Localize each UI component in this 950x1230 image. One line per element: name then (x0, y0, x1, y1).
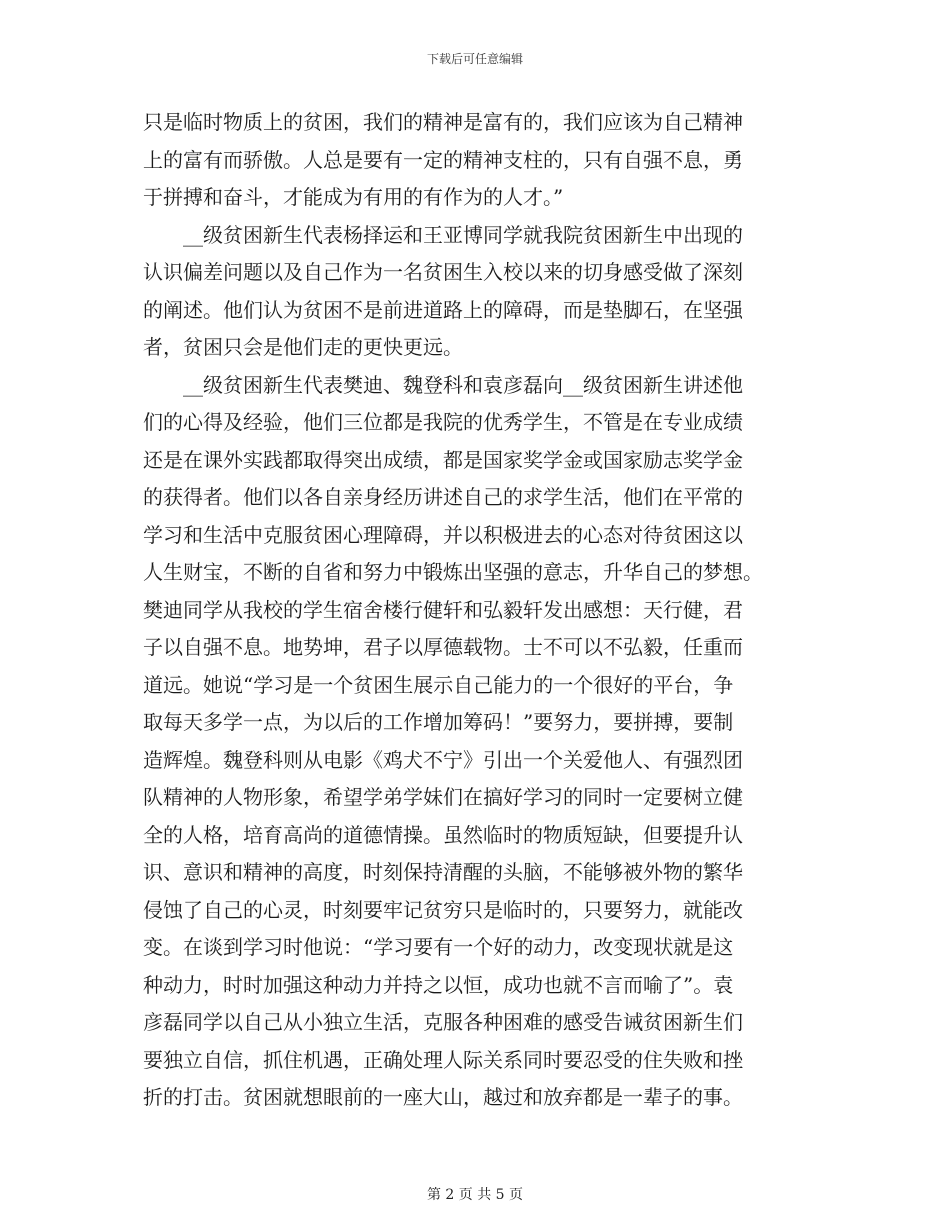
text-line: 的阐述。他们认为贫困不是前进道路上的障碍，而是垫脚石，在坚强 (143, 297, 743, 322)
text-line: 于拼搏和奋斗，才能成为有用的有作为的人才。” (143, 185, 564, 209)
text-line: 队精神的人物形象，希望学弟学妹们在搞好学习的同时一定要树立健 (143, 785, 743, 809)
text-line: __级贫困新生代表樊迪、魏登科和袁彦磊向__级贫困新生讲述他 (143, 372, 743, 397)
text-line: 们的心得及经验，他们三位都是我院的优秀学生，不管是在专业成绩 (143, 410, 743, 434)
text-line: 子以自强不息。地势坤，君子以厚德载物。士不可以不弘毅，任重而 (143, 635, 743, 659)
text-line: 要独立自信，抓住机遇，正确处理人际关系同时要忍受的住失败和挫 (143, 1047, 743, 1072)
text-line: 识、意识和精神的高度，时刻保持清醒的头脑，不能够被外物的繁华 (143, 860, 743, 884)
text-line: 变。在谈到学习时他说：“学习要有一个好的动力，改变现状就是这 (143, 935, 734, 959)
document-body (143, 104, 811, 1117)
text-line: 折的打击。贫困就想眼前的一座大山，越过和放弃都是一辈子的事。 (143, 1085, 743, 1109)
text-line: 彦磊同学以自己从小独立生活，克服各种困难的感受告诫贫困新生们 (143, 1010, 743, 1034)
text-line: 的获得者。他们以各自亲身经历讲述自己的求学生活，他们在平常的 (143, 485, 743, 509)
page-header: 下载后可任意编辑 (426, 52, 523, 66)
text-line: __级贫困新生代表杨择运和王亚博同学就我院贫困新生中出现的 (143, 222, 743, 247)
text-line: 造辉煌。魏登科则从电影《鸡犬不宁》引出一个关爱他人、有强烈团 (143, 747, 743, 772)
text-line: 者，贫困只会是他们走的更快更远。 (143, 335, 463, 359)
text-line: 道远。她说“学习是一个贫困生展示自己能力的一个很好的平台，争 (143, 672, 734, 697)
text-line: 只是临时物质上的贫困，我们的精神是富有的，我们应该为自己精神 (143, 110, 743, 134)
text-line: 学习和生活中克服贫困心理障碍，并以积极进去的心态对待贫困这以 (143, 522, 743, 547)
page-number: 第 2 页 共 5 页 (426, 1187, 524, 1203)
text-line: 上的富有而骄傲。人总是要有一定的精神支柱的，只有自强不息，勇 (143, 147, 743, 172)
text-line: 全的人格，培育高尚的道德情操。虽然临时的物质短缺，但要提升认 (143, 822, 743, 847)
text-line: 还是在课外实践都取得突出成绩，都是国家奖学金或国家励志奖学金 (143, 447, 743, 472)
text-line: 樊迪同学从我校的学生宿舍楼行健轩和弘毅轩发出感想：天行健，君 (143, 597, 743, 622)
text-line: 认识偏差问题以及自己作为一名贫困生入校以来的切身感受做了深刻 (143, 260, 743, 284)
text-line: 侵蚀了自己的心灵，时刻要牢记贫穷只是临时的，只要努力，就能改 (143, 897, 743, 922)
text-line: 种动力，时时加强这种动力并持之以恒，成功也就不言而喻了”。袁 (143, 972, 734, 997)
text-line: 人生财宝，不断的自省和努力中锻炼出坚强的意志，升华自己的梦想。 (143, 560, 763, 584)
text-line: 取每天多学一点，为以后的工作增加筹码！”要努力，要拼搏，要制 (143, 710, 734, 734)
